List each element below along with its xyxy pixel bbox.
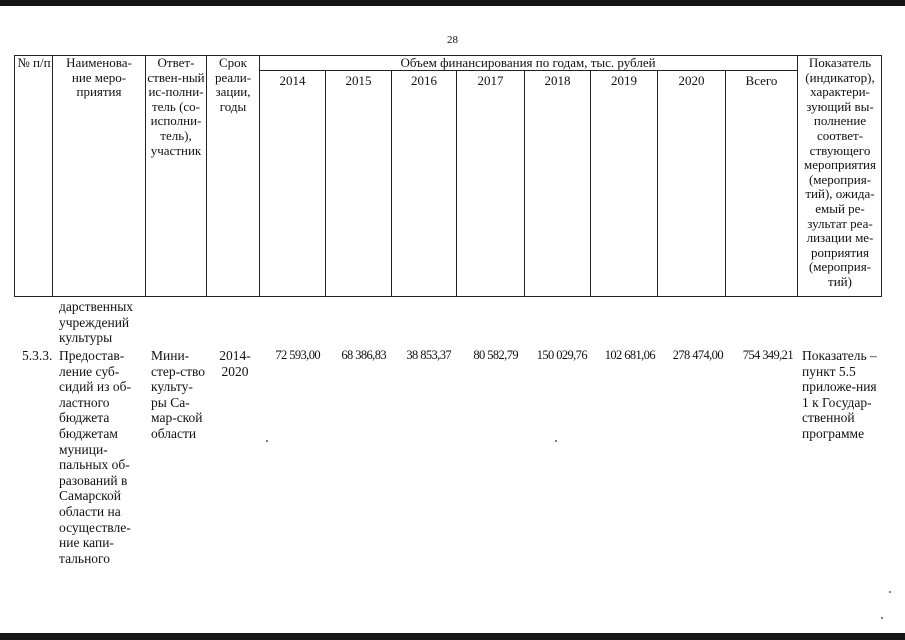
header-responsible: Ответ-ствен-ный ис-полни-тель (со-исполни-тель), участник [147,55,205,158]
year-border [456,70,457,297]
year-border [524,70,525,297]
col-border [797,55,798,297]
scan-speck [555,440,557,442]
value-2016: 38 853,37 [406,348,451,362]
header-year: 2015 [345,73,372,88]
value-2020: 278 474,00 [672,348,723,362]
scan-border-bottom [0,633,905,640]
row-indicator: Показатель – пункт 5.5 приложе-ния 1 к Государ-ственной программе [802,348,877,441]
year-border [657,70,658,297]
continuation-text: дарственных учреждений культуры [59,299,134,346]
value-2017: 80 582,79 [473,348,518,362]
value-total: 754 349,21 [742,348,793,362]
year-border [391,70,392,297]
scan-speck [889,591,891,593]
col-border [14,55,15,297]
header-term: Срок реали-зации, годы [214,55,252,114]
value-2015: 68 386,83 [341,348,386,362]
col-border [145,55,146,297]
value-2018: 150 029,76 [536,348,587,362]
value-2019: 102 681,06 [604,348,655,362]
row-responsible: Мини-стер-ство культу-ры Са-мар-ской области [151,348,206,441]
col-border [881,55,882,297]
scan-speck [881,617,883,619]
header-indicator: Показатель (индикатор), характери-зующий вы-полнение соответ-ствующего мероприятия (мероприя-тий), ожида-емый ре-зультат реа-лизации ме-роприятия (мероприя-тий) [803,55,876,289]
header-financing: Объем финансирования по годам, тыс. рублей [400,55,656,70]
col-border [52,55,53,297]
header-year: 2020 [678,73,705,88]
year-border [590,70,591,297]
scan-speck [266,440,268,442]
value-2014: 72 593,00 [275,348,320,362]
header-year: 2019 [611,73,637,88]
header-year: 2017 [477,73,504,88]
row-term: 2014-2020 [219,348,251,379]
year-border [725,70,726,297]
header-year: 2014 [279,73,306,88]
year-border [325,70,326,297]
header-year: 2018 [544,73,571,88]
header-year-total: Всего [745,73,778,88]
header-name: Наименова-ние меро-приятия [66,55,132,100]
col-border [259,55,260,297]
page-number: 28 [447,34,458,46]
header-year: 2016 [411,73,437,88]
row-name: Предостав-ление суб-сидий из об-ластного бюджета бюджетам муници-пальных об-разований в Самарской области на осуществле-ние капи-тального [59,348,131,566]
scan-border-top [0,0,905,6]
col-border [206,55,207,297]
header-num: № п/п [17,55,51,70]
table-header-grid [14,55,882,297]
row-number: 5.3.3. [22,348,53,363]
